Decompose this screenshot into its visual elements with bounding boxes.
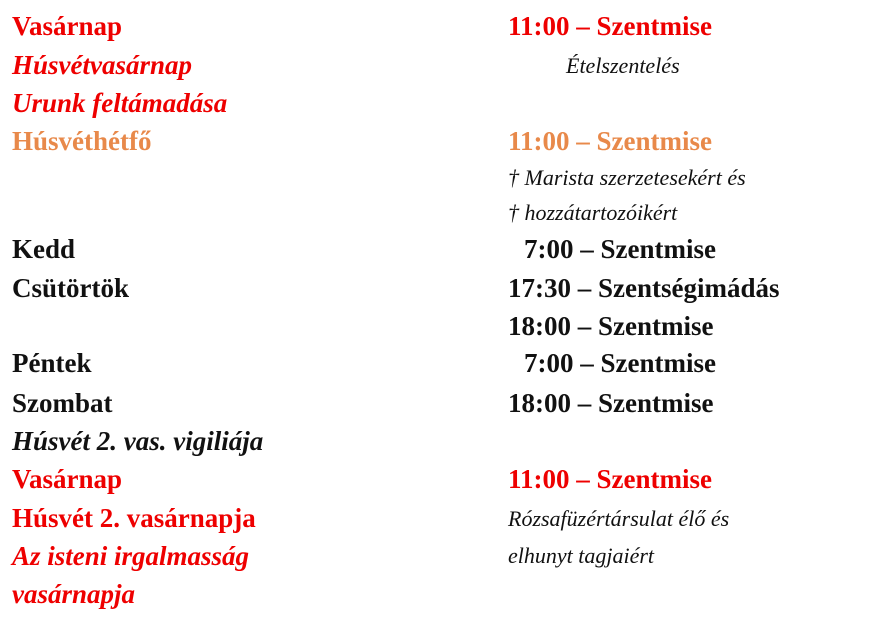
time-mass-sunday-1: 11:00 – Szentmise bbox=[508, 11, 712, 41]
feast-divine-mercy-2: vasárnapja bbox=[12, 579, 136, 609]
feast-easter-sunday: Húsvétvasárnap bbox=[12, 50, 193, 80]
feast-divine-mercy-1: Az isteni irgalmasság bbox=[12, 541, 250, 571]
time-mass-monday: 11:00 – Szentmise bbox=[508, 126, 712, 156]
day-easter-monday: Húsvéthétfő bbox=[12, 126, 152, 156]
intention-rosary-1: Rózsafüzértársulat élő és bbox=[508, 506, 730, 531]
time-mass-friday: 7:00 – Szentmise bbox=[524, 348, 716, 378]
day-thursday: Csütörtök bbox=[12, 273, 130, 303]
day-sunday-2: Vasárnap bbox=[12, 464, 123, 494]
day-saturday: Szombat bbox=[12, 388, 113, 418]
time-adoration-thursday: 17:30 – Szentségimádás bbox=[508, 273, 780, 303]
intention-rosary-2: elhunyt tagjaiért bbox=[508, 543, 655, 568]
time-mass-saturday: 18:00 – Szentmise bbox=[508, 388, 714, 418]
intention-marist-1: † Marista szerzetesekért és bbox=[508, 165, 746, 190]
feast-second-sunday-easter: Húsvét 2. vasárnapja bbox=[12, 503, 256, 533]
day-tuesday: Kedd bbox=[12, 234, 76, 264]
note-blessing-food: Ételszentelés bbox=[566, 53, 680, 78]
time-mass-tuesday: 7:00 – Szentmise bbox=[524, 234, 716, 264]
feast-resurrection: Urunk feltámadása bbox=[12, 88, 228, 118]
vigil-label: Húsvét 2. vas. vigiliája bbox=[12, 426, 264, 456]
day-friday: Péntek bbox=[12, 348, 92, 378]
time-mass-sunday-2: 11:00 – Szentmise bbox=[508, 464, 712, 494]
intention-marist-2: † hozzátartozóikért bbox=[508, 200, 678, 225]
time-mass-thursday: 18:00 – Szentmise bbox=[508, 311, 714, 341]
day-sunday-1: Vasárnap bbox=[12, 11, 123, 41]
